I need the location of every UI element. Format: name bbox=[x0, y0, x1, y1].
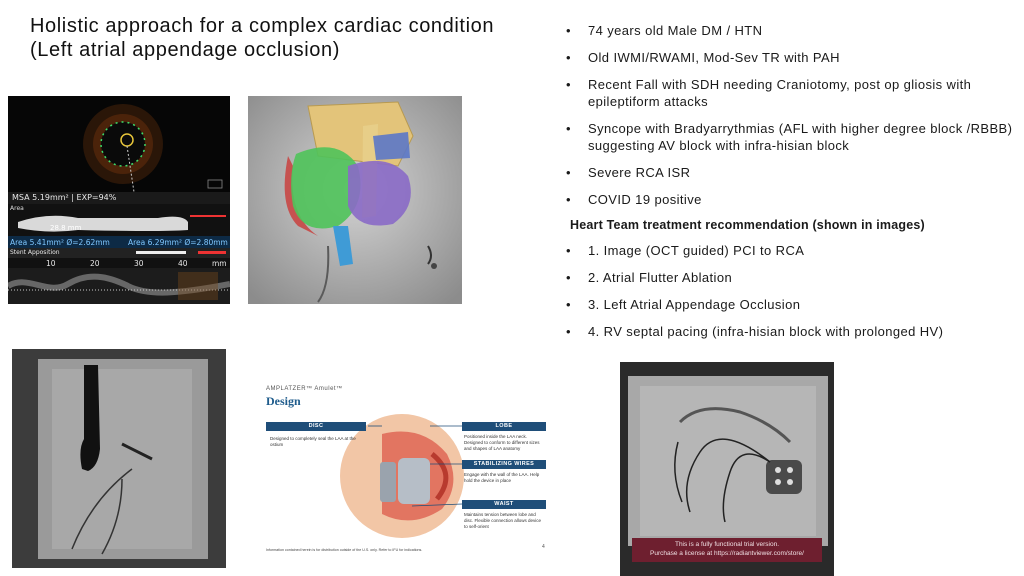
slide-title-line1: Holistic approach for a complex cardiac condition bbox=[30, 15, 495, 37]
oct-msa-bar: MSA 5.19mm² | EXP=94% bbox=[8, 192, 230, 204]
wires-description: Engage with the wall of the LAA. Help hold the device in place bbox=[464, 472, 540, 483]
tag-waist: WAIST bbox=[462, 500, 546, 509]
oct-area-plot: Area 28.8 mm bbox=[8, 204, 230, 236]
slide-title-line2: (Left atrial appendage occlusion) bbox=[30, 39, 340, 61]
list-item: • 74 years old Male DM / HTN bbox=[566, 23, 763, 38]
oct-mm-scale: 10 20 30 40 mm bbox=[8, 258, 230, 268]
device-title: Design bbox=[266, 394, 301, 408]
tag-disc: DISC bbox=[266, 422, 366, 431]
list-item: • Syncope with Bradyarrythmias (AFL with higher degree block /RBBB) suggesting AV block with infra-hisian block bbox=[566, 121, 1013, 153]
trial-watermark: This is a fully functional trial version. Purchase a license at https://radiantviewer.com/store/ bbox=[632, 538, 822, 562]
amulet-device-diagram bbox=[262, 384, 550, 556]
list-item: • COVID 19 positive bbox=[566, 192, 702, 207]
tag-lobe: LOBE bbox=[462, 422, 546, 431]
list-item: • 2. Atrial Flutter Ablation bbox=[566, 270, 733, 285]
list-item: • Severe RCA ISR bbox=[566, 165, 691, 180]
slide-title bbox=[30, 14, 550, 62]
oct-area-readout: Area 5.41mm² Ø=2.62mm Area 6.29mm² Ø=2.80mm bbox=[8, 236, 230, 248]
ct-3d-overlay-image bbox=[248, 96, 462, 304]
waist-description: Maintains tension between lobe and disc. Flexible connection allows device to self-orient bbox=[464, 512, 542, 529]
disc-description: Designed to completely seal the LAA at the ostium bbox=[270, 436, 356, 447]
list-item: • 4. RV septal pacing (infra-hisian block with prolonged HV) bbox=[566, 324, 944, 339]
lobe-description: Positioned inside the LAA neck. Designed to conform to different sizes and shapes of LAA anatomy bbox=[464, 434, 540, 451]
oct-cross-section bbox=[8, 96, 230, 192]
oct-stent-apposition: Stent Apposition bbox=[8, 248, 230, 258]
fluoroscopy-pacemaker-image bbox=[620, 362, 834, 576]
oct-longitudinal-view bbox=[8, 268, 230, 304]
tag-stabilizing-wires: STABILIZING WIRES bbox=[462, 460, 546, 469]
device-footnote: Information contained herein is for distribution outside of the U.S. only. Refer to IFU for indications. bbox=[266, 548, 423, 552]
device-brand: AMPLATZER™ Amulet™ bbox=[266, 386, 343, 392]
device-page-number: 4 bbox=[542, 544, 545, 550]
recommendation-heading: Heart Team treatment recommendation (shown in images) bbox=[570, 218, 925, 232]
list-item: • Old IWMI/RWAMI, Mod-Sev TR with PAH bbox=[566, 50, 840, 65]
oct-image bbox=[8, 96, 230, 304]
list-item: • Recent Fall with SDH needing Craniotomy, post op gliosis with epileptiform attacks bbox=[566, 77, 972, 109]
list-item: • 3. Left Atrial Appendage Occlusion bbox=[566, 297, 801, 312]
case-summary-list bbox=[566, 22, 1022, 350]
pacemaker-device bbox=[766, 460, 802, 494]
fluoroscopy-laa-image bbox=[12, 349, 226, 568]
list-item: • 1. Image (OCT guided) PCI to RCA bbox=[566, 243, 805, 258]
left-ventricle-shape bbox=[348, 161, 411, 226]
